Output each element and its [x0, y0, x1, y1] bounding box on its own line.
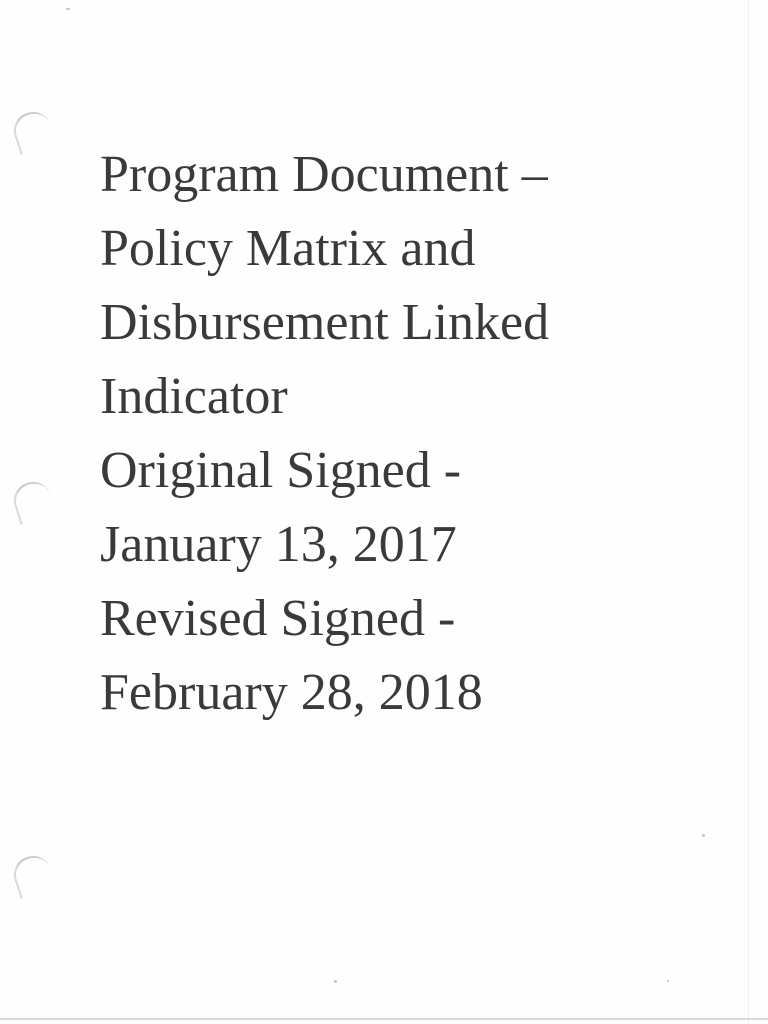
- scan-speck: [334, 980, 337, 983]
- scan-speck: [66, 8, 70, 10]
- original-signed-label: Original Signed -: [100, 442, 462, 499]
- original-signed-value: January 13, 2017: [100, 516, 457, 573]
- page-edge-bottom: [0, 1018, 768, 1020]
- scan-speck: [702, 834, 705, 837]
- binder-hole-mark: [9, 107, 57, 155]
- title-line: Disbursement Linked: [100, 294, 550, 351]
- title-line: Policy Matrix and: [100, 220, 476, 277]
- title-line: Program Document –: [100, 146, 548, 203]
- revised-signed-value: February 28, 2018: [100, 664, 483, 721]
- binder-hole-mark: [9, 477, 57, 525]
- binder-hole-mark: [9, 851, 57, 899]
- document-cover-text: [100, 138, 720, 730]
- revised-signed-label: Revised Signed -: [100, 590, 456, 647]
- document-title: [100, 138, 720, 434]
- original-signed-date: [100, 434, 720, 582]
- title-line: Indicator: [100, 368, 288, 425]
- page-edge-right: [748, 0, 749, 1024]
- scan-speck: [667, 980, 669, 982]
- revised-signed-date: [100, 582, 720, 730]
